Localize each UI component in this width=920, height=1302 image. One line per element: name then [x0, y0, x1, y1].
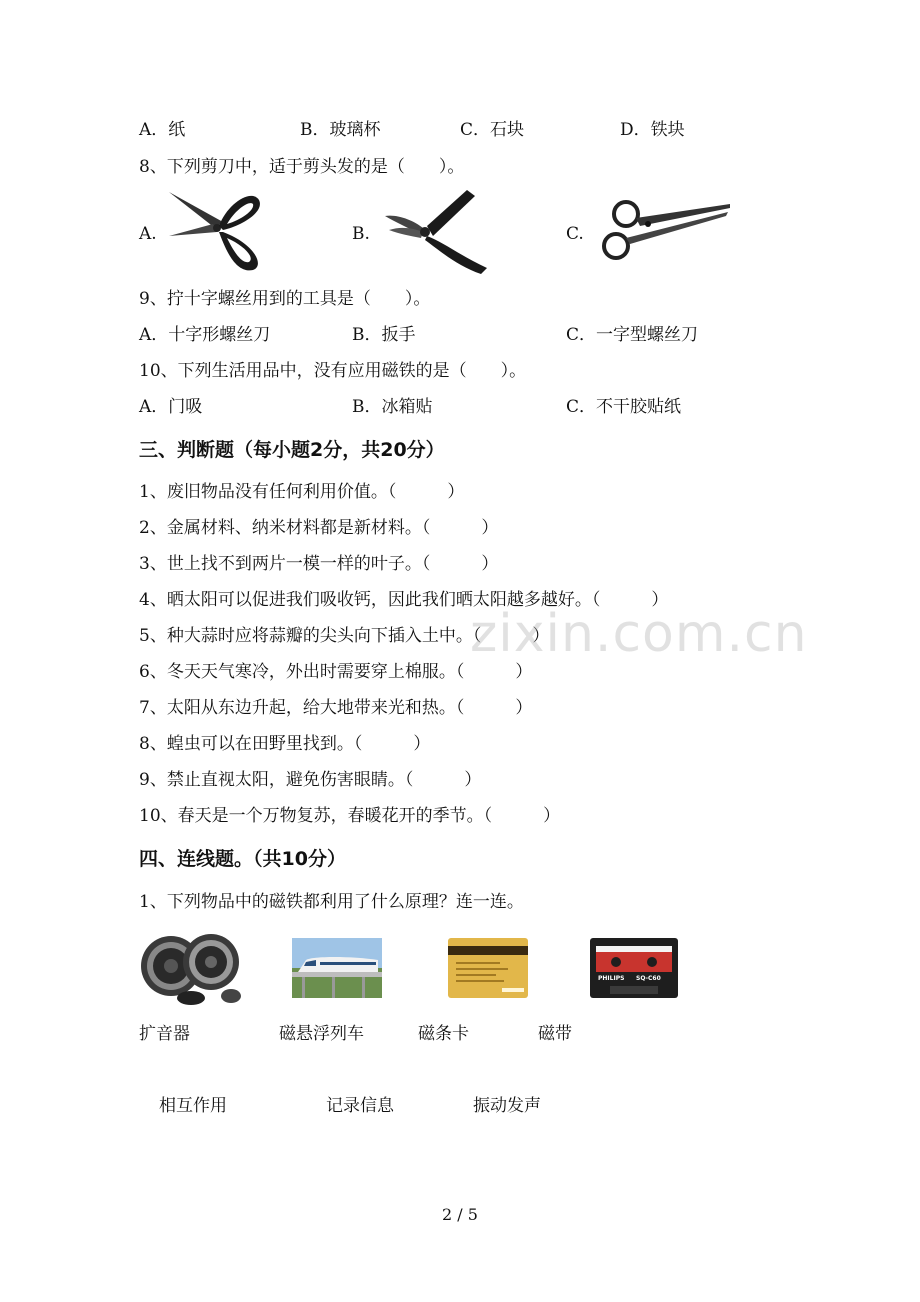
- judge-item: 5、种大蒜时应将蒜瓣的尖头向下插入土中。（ ）: [139, 626, 550, 646]
- section4-question: 1、下列物品中的磁铁都利用了什么原理？连一连。: [139, 892, 524, 912]
- q8-option-c-label: C.: [566, 224, 584, 244]
- watermark: zixin.com.cn: [470, 604, 808, 664]
- q7-option-b: B．玻璃杯: [300, 120, 381, 140]
- section4-title: 四、连线题。（共10分）: [139, 848, 346, 870]
- kitchen-scissors-image: [165, 186, 267, 276]
- item-tape-label: 磁带: [538, 1024, 572, 1044]
- page-number: 2 / 5: [442, 1205, 478, 1224]
- judge-item: 3、世上找不到两片一模一样的叶子。（ ）: [139, 554, 499, 574]
- q8-option-b-label: B.: [352, 224, 370, 244]
- judge-item: 4、晒太阳可以促进我们吸收钙，因此我们晒太阳越多越好。（ ）: [139, 590, 669, 610]
- judge-item: 7、太阳从东边升起，给大地带来光和热。（ ）: [139, 698, 533, 718]
- cassette-brand-label: PHILIPS: [598, 975, 625, 982]
- q7-option-a: A．纸: [139, 120, 186, 140]
- magnetic-card-image: [448, 938, 528, 998]
- item-maglev-label: 磁悬浮列车: [279, 1024, 364, 1044]
- q7-option-c: C．石块: [460, 120, 525, 140]
- q9-option-a: A．十字形螺丝刀: [139, 325, 271, 345]
- q9-option-c: C．一字型螺丝刀: [566, 325, 699, 345]
- q10-option-c: C．不干胶贴纸: [566, 397, 682, 417]
- judge-item: 2、金属材料、纳米材料都是新材料。（ ）: [139, 518, 499, 538]
- judge-item: 1、废旧物品没有任何利用价值。（ ）: [139, 482, 465, 502]
- speaker-image: [139, 932, 243, 1006]
- q10-option-b: B．冰箱贴: [352, 397, 433, 417]
- q10-option-a: A．门吸: [139, 397, 203, 417]
- pruning-shears-image: [383, 186, 491, 276]
- cassette-model-label: SQ-C60: [636, 975, 661, 982]
- q8-option-a-label: A.: [139, 224, 157, 244]
- item-magnetic-card-label: 磁条卡: [418, 1024, 469, 1044]
- q8-question: 8、下列剪刀中，适于剪头发的是（ ）。: [139, 157, 465, 177]
- cassette-tape-image: [590, 938, 678, 998]
- section3-title: 三、判断题（每小题2分，共20分）: [139, 439, 445, 461]
- judge-item: 8、蝗虫可以在田野里找到。（ ）: [139, 734, 431, 754]
- q9-option-b: B．扳手: [352, 325, 416, 345]
- q9-question: 9、拧十字螺丝用到的工具是（ ）。: [139, 289, 431, 309]
- principle-interaction: 相互作用: [159, 1096, 227, 1116]
- judge-item: 6、冬天天气寒冷，外出时需要穿上棉服。（ ）: [139, 662, 533, 682]
- q7-option-d: D．铁块: [620, 120, 685, 140]
- item-speaker-label: 扩音器: [139, 1024, 190, 1044]
- principle-record-info: 记录信息: [326, 1096, 394, 1116]
- judge-item: 9、禁止直视太阳，避免伤害眼睛。（ ）: [139, 770, 482, 790]
- maglev-train-image: [292, 938, 382, 998]
- hair-scissors-image: [596, 194, 734, 266]
- q10-question: 10、下列生活用品中，没有应用磁铁的是（ ）。: [139, 361, 527, 381]
- principle-vibration-sound: 振动发声: [473, 1096, 541, 1116]
- judge-item: 10、春天是一个万物复苏，春暖花开的季节。（ ）: [139, 806, 561, 826]
